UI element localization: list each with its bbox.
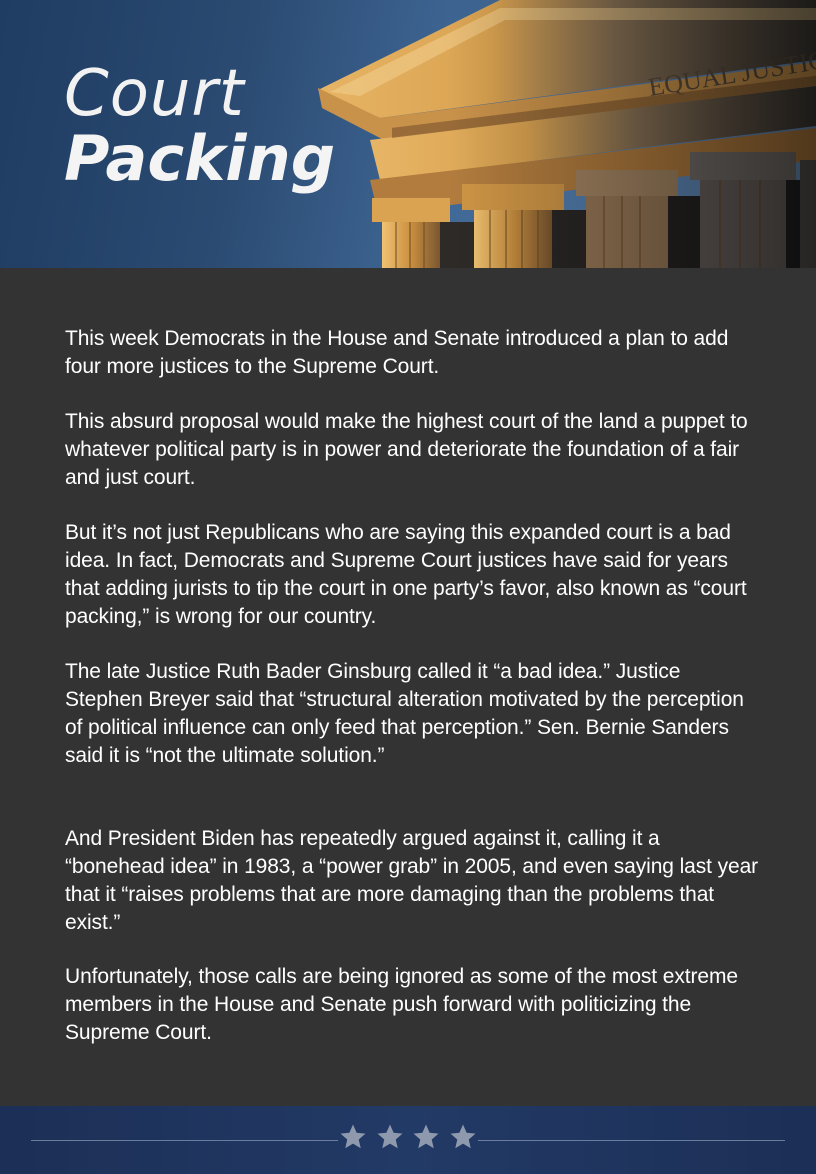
paragraph-2: This absurd proposal would make the highest court of the land a puppet to whatever political party is in power and deteriorate the foundation of a fair and just court.: [65, 410, 748, 489]
paragraph-5: And President Biden has repeatedly argued against it, calling it a “bonehead idea” in 1983, a “power grab” in 2005, and even saying last year that it “raises problems that are more damaging than the problems that exist.”: [65, 827, 759, 934]
page-title: [64, 57, 336, 195]
article-body: [0, 268, 816, 1106]
paragraph-4: The late Justice Ruth Bader Ginsburg called it “a bad idea.” Justice Stephen Breyer said that “structural alteration motivated by the perception of political influence can only feed that perception.” Sen. Bernie Sanders said it is “not the ultimate solution.”: [65, 660, 744, 767]
footer-banner: [0, 1106, 816, 1174]
footer-stars: [338, 1122, 478, 1152]
star-icon: [338, 1122, 368, 1152]
star-icon: [411, 1122, 441, 1152]
footer-rule-left: [31, 1140, 338, 1141]
star-icon: [448, 1122, 478, 1152]
paragraph-6: Unfortunately, those calls are being ignored as some of the most extreme members in the House and Senate push forward with politicizing the Supreme Court.: [65, 965, 738, 1044]
footer-rule-right: [478, 1140, 785, 1141]
star-icon: [375, 1122, 405, 1152]
title-line-packing: Packing: [64, 122, 336, 195]
paragraph-3: But it’s not just Republicans who are saying this expanded court is a bad idea. In fact, Democrats and Supreme Court justices have said for years that adding jurists to tip the court in one party’s favor, also known as “court packing,” is wrong for our country.: [65, 521, 747, 628]
paragraph-1: This week Democrats in the House and Senate introduced a plan to add four more justices to the Supreme Court.: [65, 327, 729, 378]
header-banner: [0, 0, 816, 268]
title-line-court: Court: [64, 57, 245, 131]
